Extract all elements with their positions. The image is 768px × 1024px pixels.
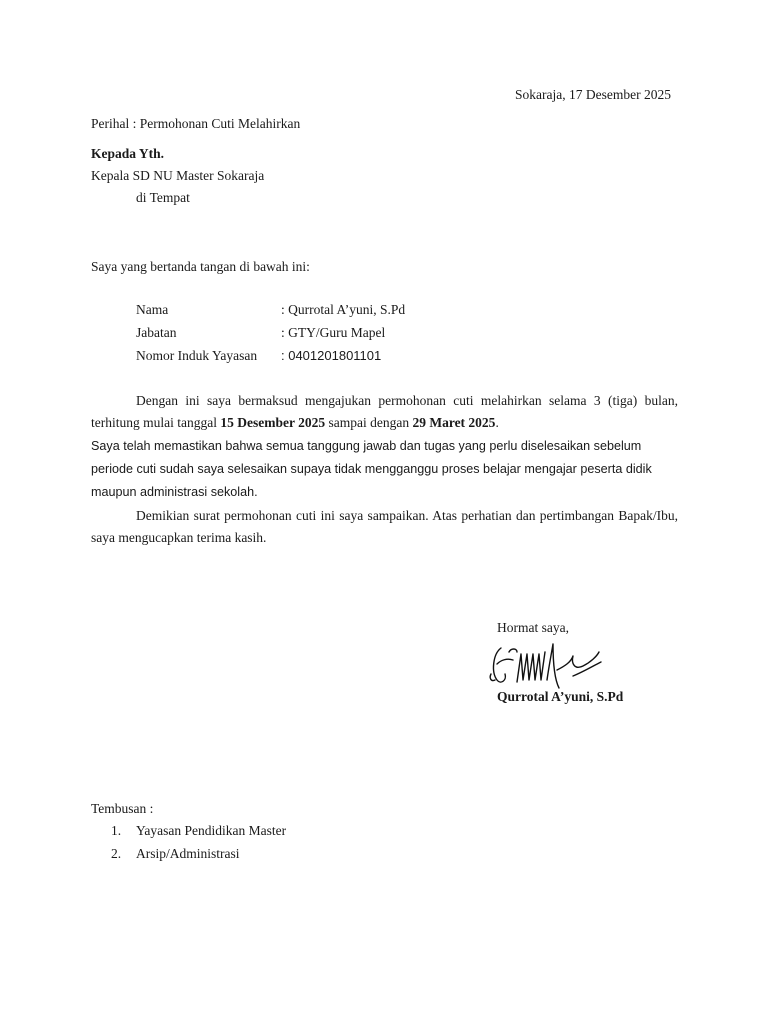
identity-table	[136, 299, 405, 368]
identity-label: Jabatan	[136, 325, 177, 340]
paragraph-request-part3: .	[495, 415, 499, 430]
cc-title: Tembusan :	[91, 801, 154, 816]
recipient-title: Kepada Yth.	[91, 146, 165, 161]
paragraph-closing-text: Demikian surat permohonan cuti ini saya sampaikan. Atas perhatian dan pertimbangan Bapak/Ibu, saya mengucapkan terima kasih.	[91, 508, 678, 545]
list-item	[91, 843, 286, 866]
paragraph-responsibility: Saya telah memastikan bahwa semua tanggung jawab dan tugas yang perlu diselesaikan sebelum periode cuti sudah saya selesaikan supaya tidak mengganggu proses belajar mengajar peserta didik maupun administrasi sekolah.	[91, 439, 652, 499]
paragraph-request	[91, 390, 678, 434]
identity-value: : 0401201801101	[281, 348, 382, 363]
cc-list	[91, 820, 286, 866]
cc-item-number: 2.	[111, 846, 122, 861]
paragraph-closing	[91, 505, 678, 549]
leave-end-date: 29 Maret 2025	[412, 415, 496, 430]
identity-label: Nama	[136, 302, 169, 317]
letter-date: Sokaraja, 17 Desember 2025	[515, 87, 671, 102]
handwritten-signature	[487, 636, 605, 692]
identity-row-position	[136, 322, 405, 345]
cc-item-text: Arsip/Administrasi	[136, 846, 240, 861]
list-item	[91, 820, 286, 843]
signer-name: Qurrotal A’yuni, S.Pd	[497, 689, 624, 704]
paragraph-request-part1: Dengan ini saya bermaksud mengajukan permohonan cuti melahirkan selama 3 (tiga) bulan, terhitung mulai tanggal	[91, 393, 678, 430]
paragraph-request-part2: sampai dengan	[325, 415, 413, 430]
identity-value: : GTY/Guru Mapel	[281, 325, 386, 340]
recipient-place: di Tempat	[136, 190, 190, 205]
opening-line: Saya yang bertanda tangan di bawah ini:	[91, 259, 310, 274]
leave-start-date: 15 Desember 2025	[220, 415, 326, 430]
identity-row-name	[136, 299, 405, 322]
cc-item-text: Yayasan Pendidikan Master	[136, 823, 287, 838]
recipient-name: Kepala SD NU Master Sokaraja	[91, 168, 265, 183]
closing-salutation: Hormat saya,	[497, 620, 569, 635]
identity-label: Nomor Induk Yayasan	[136, 348, 258, 363]
identity-value: : Qurrotal A’yuni, S.Pd	[281, 302, 406, 317]
letter-subject: Perihal : Permohonan Cuti Melahirkan	[91, 116, 301, 131]
cc-item-number: 1.	[111, 823, 122, 838]
identity-row-number	[136, 345, 405, 368]
